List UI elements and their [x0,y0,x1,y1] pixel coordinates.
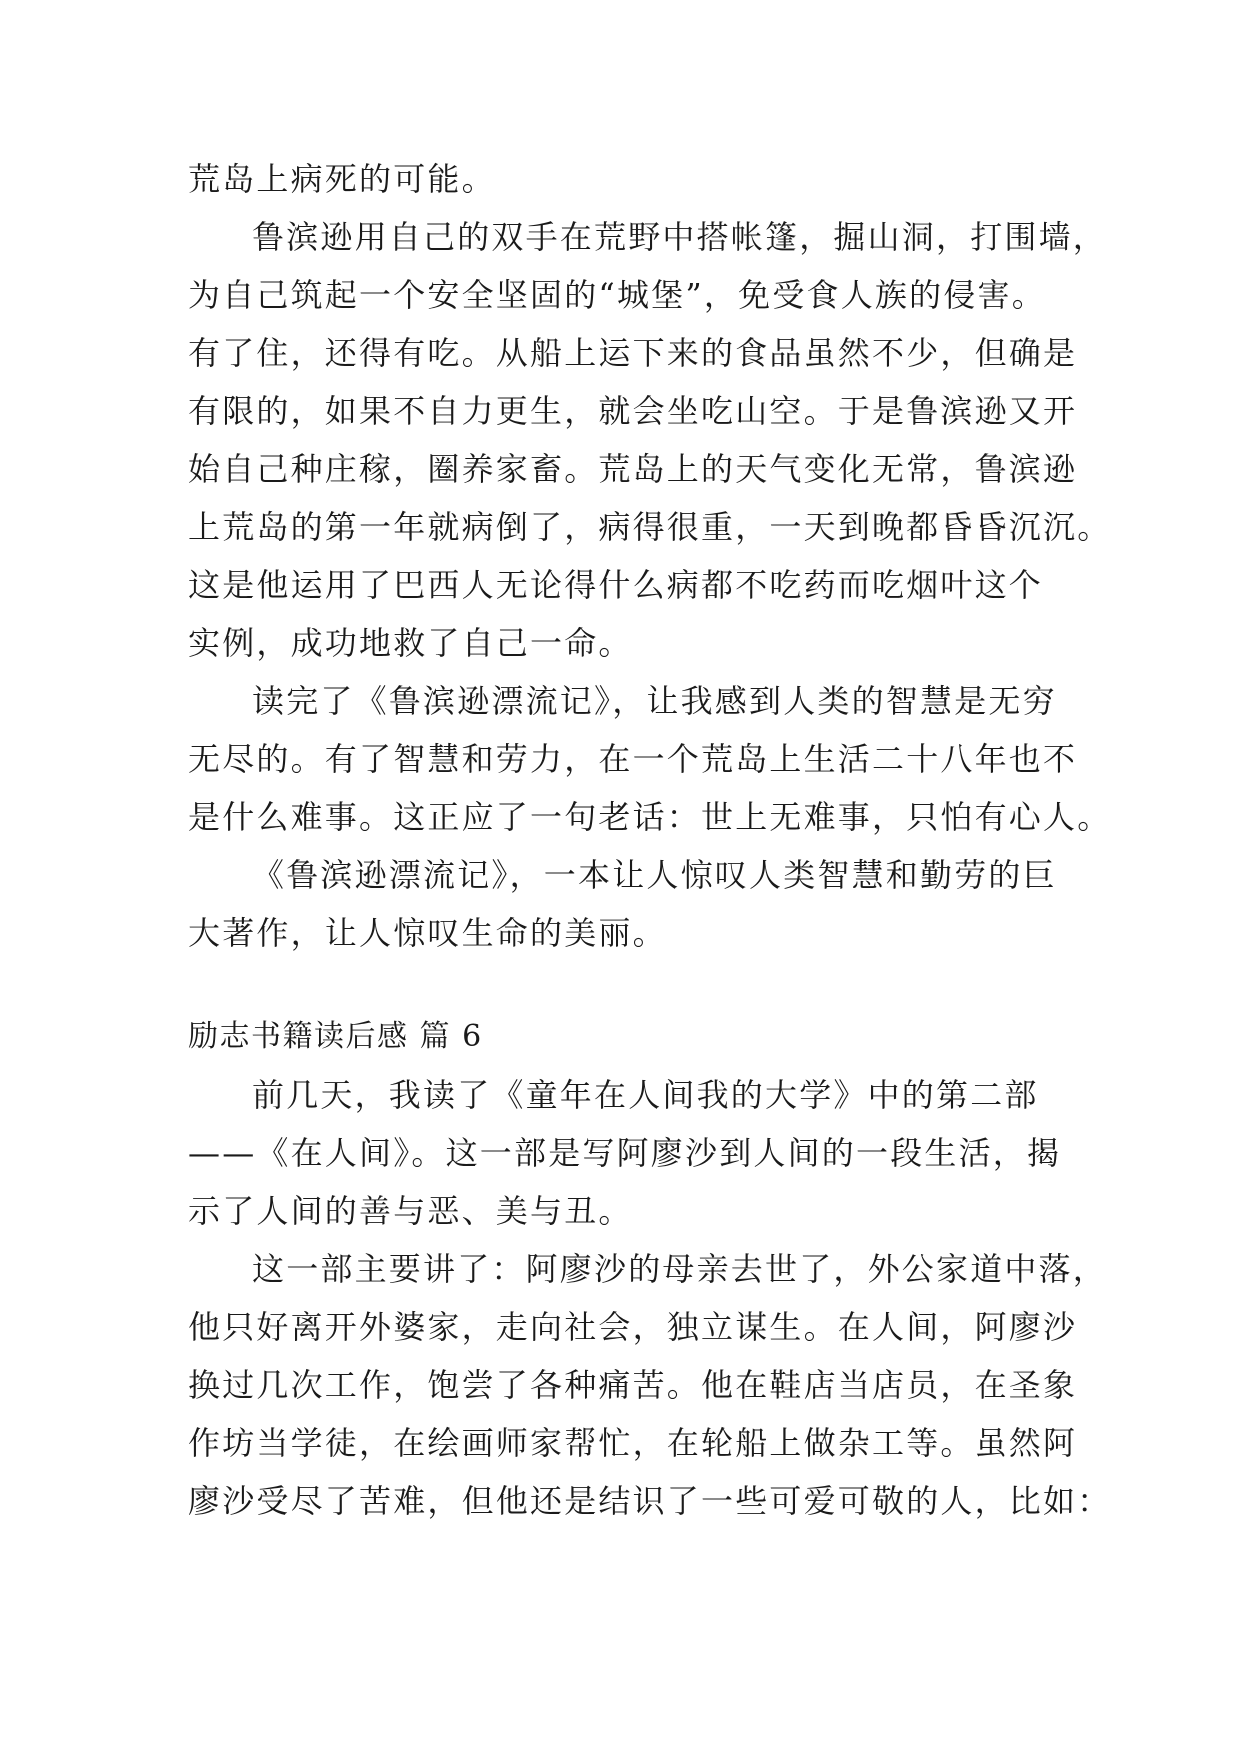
paragraph-line: 廖沙受尽了苦难，但他还是结识了一些可爱可敬的人，比如： [188,1482,1112,1520]
section-heading: 励志书籍读后感 篇 6 [188,1019,483,1054]
paragraph-line: 荒岛上病死的可能。 [188,160,496,198]
paragraph-line: 他只好离开外婆家，走向社会，独立谋生。在人间，阿廖沙 [188,1308,1078,1346]
paragraph-line: 换过几次工作，饱尝了各种痛苦。他在鞋店当店员，在圣象 [188,1366,1078,1404]
paragraph-line: 鲁滨逊用自己的双手在荒野中搭帐篷，掘山洞，打围墙， [252,218,1108,256]
paragraph-line: 《鲁滨逊漂流记》，一本让人惊叹人类智慧和勤劳的巨 [252,856,1057,894]
paragraph-line: 这一部主要讲了：阿廖沙的母亲去世了，外公家道中落， [252,1250,1108,1288]
paragraph-line: 是什么难事。这正应了一句老话：世上无难事，只怕有心人。 [188,798,1112,836]
paragraph-line: 实例，成功地救了自己一命。 [188,624,633,662]
paragraph-line: 大著作，让人惊叹生命的美丽。 [188,914,667,952]
section-gap [188,962,1053,1008]
paragraph-line: 有限的，如果不自力更生，就会坐吃山空。于是鲁滨逊又开 [188,392,1078,430]
paragraph-line: 示了人间的善与恶、美与丑。 [188,1192,633,1230]
paragraph-line: 读完了《鲁滨逊漂流记》，让我感到人类的智慧是无穷 [252,682,1057,720]
paragraph-line: ——《在人间》。这一部是写阿廖沙到人间的一段生活，揭 [188,1134,1062,1172]
paragraph-line: 前几天，我读了《童年在人间我的大学》中的第二部 [252,1076,1039,1114]
document-page [188,150,1112,1530]
paragraph-line: 这是他运用了巴西人无论得什么病都不吃药而吃烟叶这个 [188,566,1044,604]
paragraph-line: 无尽的。有了智慧和劳力，在一个荒岛上生活二十八年也不 [188,740,1078,778]
paragraph-line: 上荒岛的第一年就病倒了，病得很重，一天到晚都昏昏沉沉。 [188,508,1112,546]
paragraph-line: 作坊当学徒，在绘画师家帮忙，在轮船上做杂工等。虽然阿 [188,1424,1078,1462]
paragraph-line: 有了住，还得有吃。从船上运下来的食品虽然不少，但确是 [188,334,1078,372]
paragraph-line: 为自己筑起一个安全坚固的“城堡”，免受食人族的侵害。 [188,276,1046,314]
paragraph-line: 始自己种庄稼，圈养家畜。荒岛上的天气变化无常，鲁滨逊 [188,450,1078,488]
